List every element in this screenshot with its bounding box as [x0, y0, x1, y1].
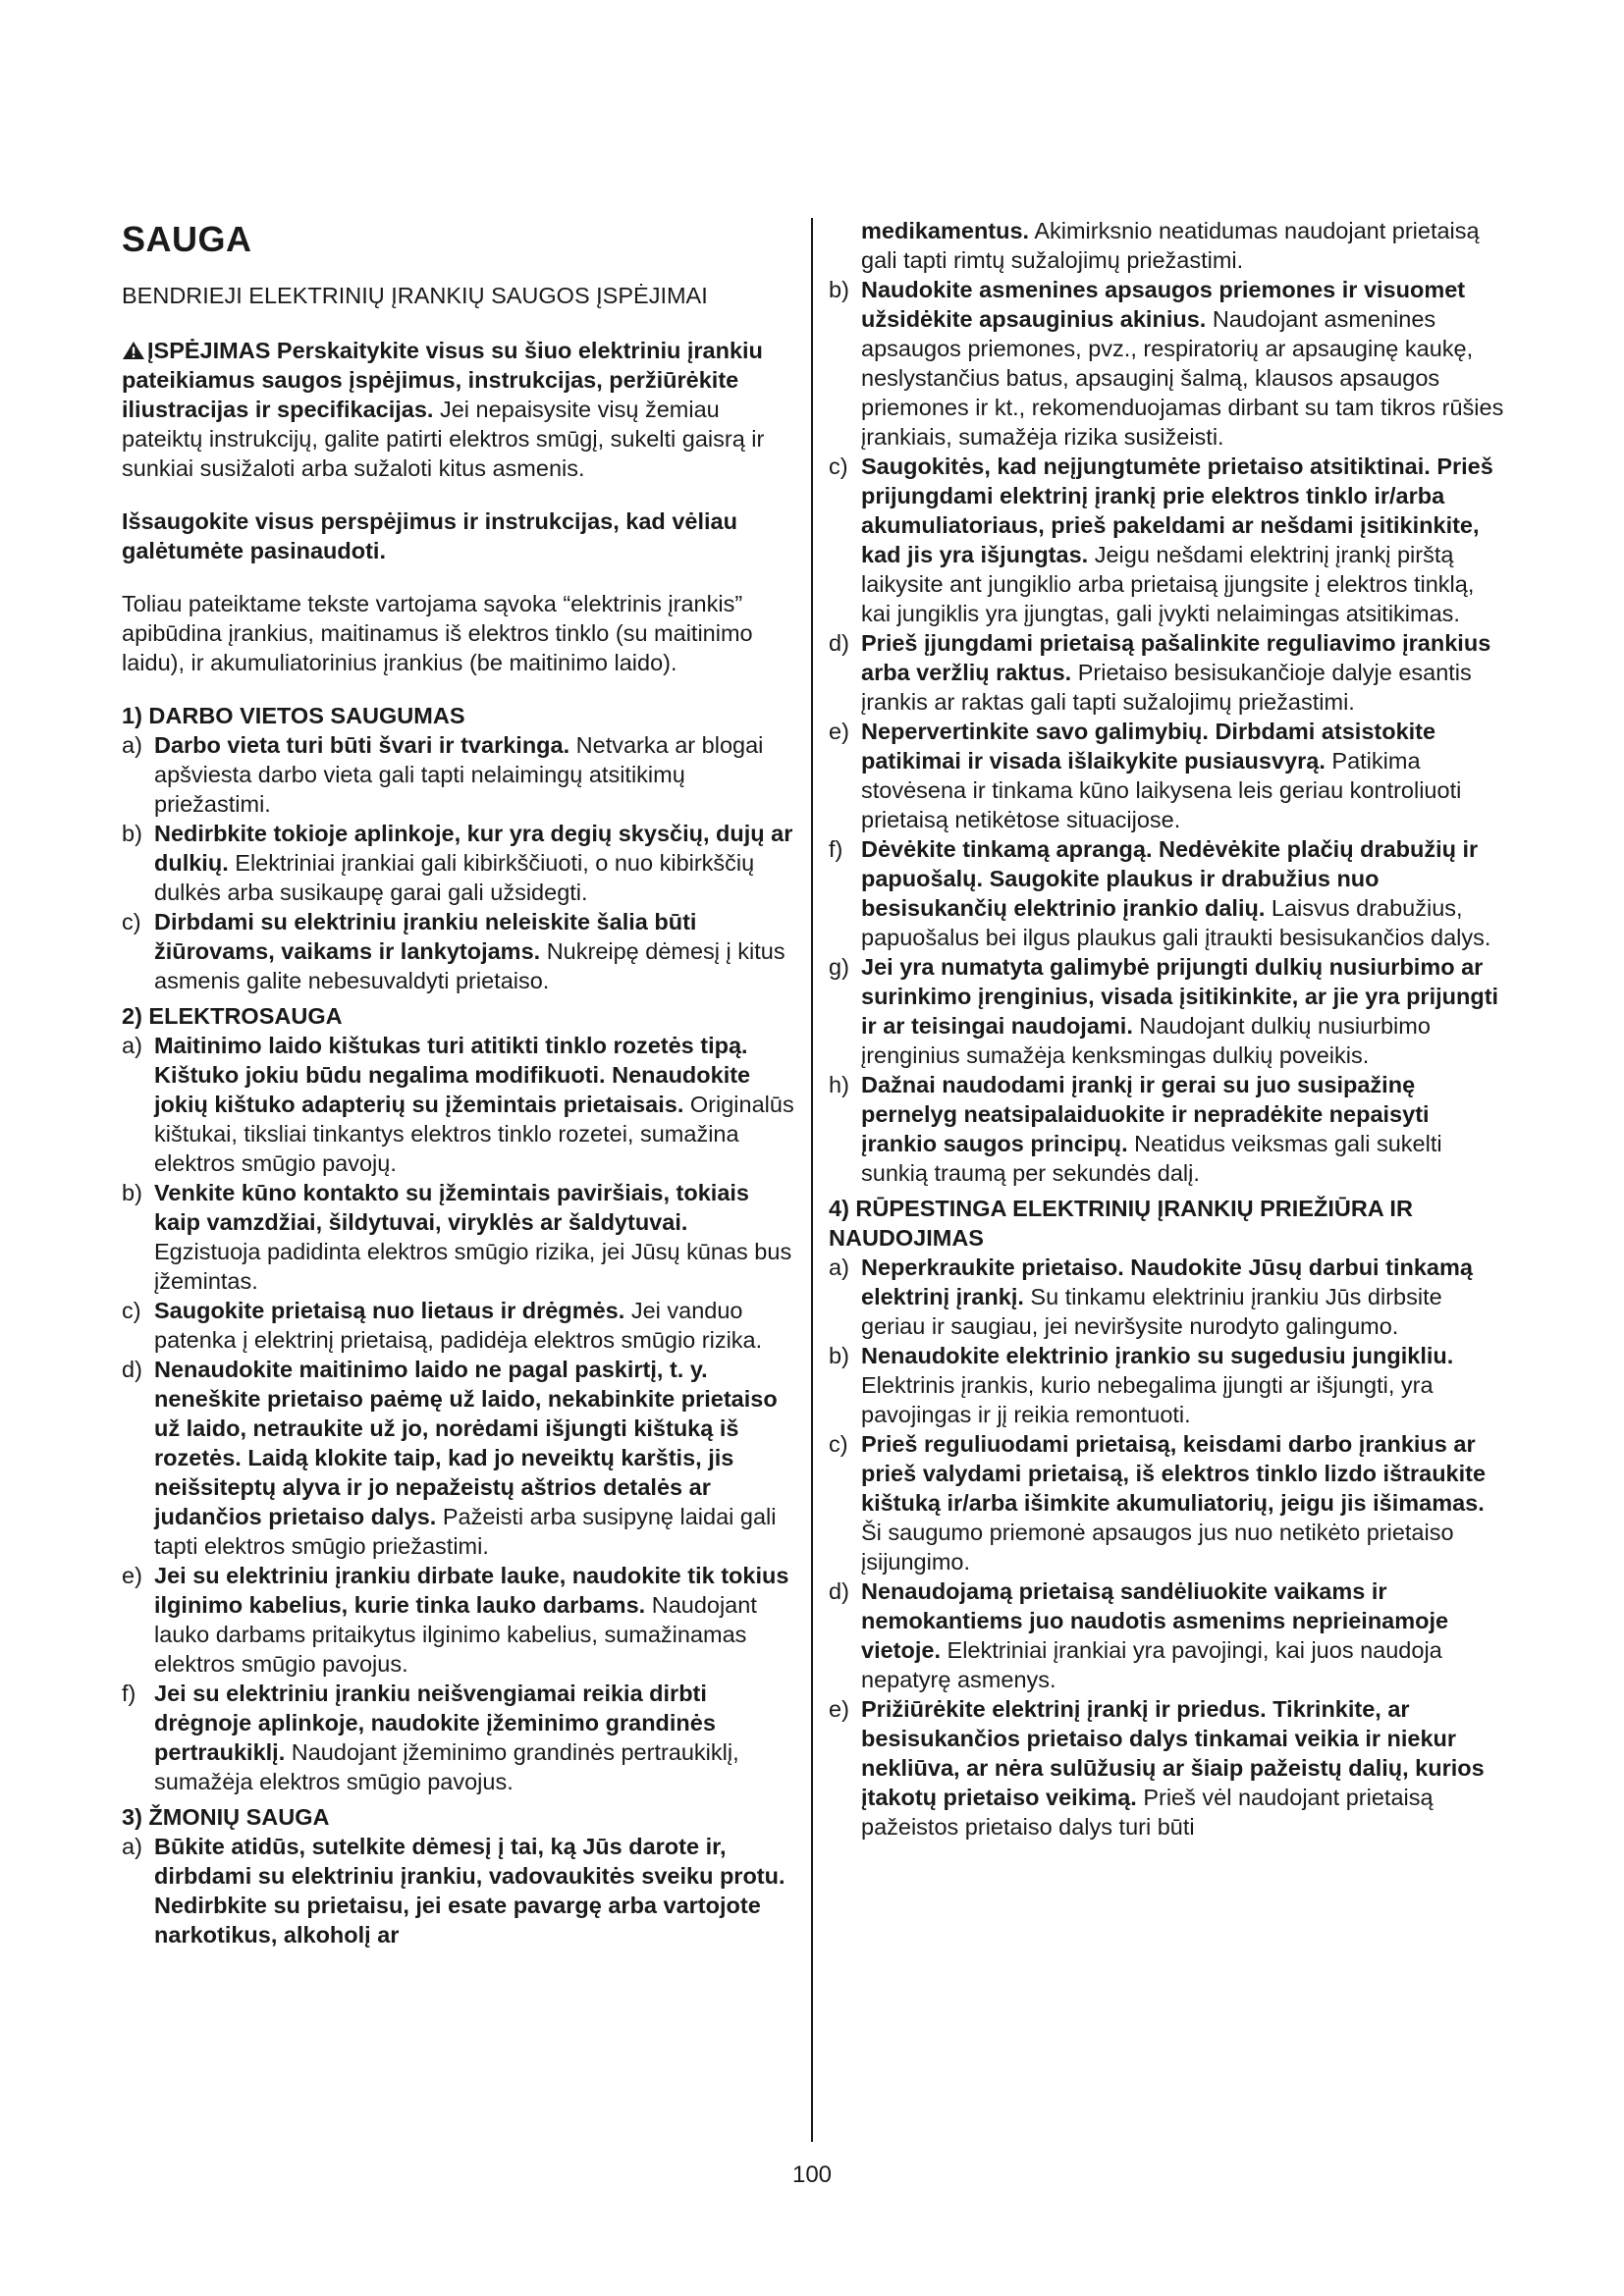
- item-letter: e): [829, 1696, 849, 1722]
- item-text: Prieš vėl naudojant prietaisą pažeistos prietaiso dalys turi būti: [861, 1785, 1434, 1840]
- item-letter: f): [122, 1681, 136, 1706]
- section-heading: 3) ŽMONIŲ SAUGA: [122, 1804, 330, 1830]
- list-item: [829, 1070, 1506, 1188]
- item-text: Neatidus veiksmas gali sukelti sunkią traumą per sekundės dalį.: [861, 1131, 1442, 1186]
- section-4-list: [829, 1253, 1506, 1842]
- list-item: [829, 628, 1506, 717]
- list-item: [829, 834, 1506, 952]
- item-bold-text: Nenaudojamą prietaisą sandėliuokite vaikams ir nemokantiems juo naudotis asmenims neprieinamoje vietoje.: [861, 1578, 1449, 1663]
- list-item: [829, 1253, 1506, 1341]
- list-item: [122, 1178, 799, 1296]
- section-heading-4: 4) RŪPESTINGA ELEKTRINIŲ ĮRANKIŲ PRIEŽIŪRA IR NAUDOJIMAS: [829, 1196, 1413, 1251]
- item-letter: a): [122, 1834, 142, 1859]
- item-bold-text: Jei yra numatyta galimybė prijungti dulkių nusiurbimo ar surinkimo įrenginius, visada įsitikinkite, ar jie yra prijungti ir ar teisingai naudojami.: [861, 954, 1499, 1039]
- item-bold-text: Nepervertinkite savo galimybių. Dirbdami atsistokite patikimai ir visada išlaikykite pusiausvyrą.: [861, 719, 1436, 774]
- item-text: Egzistuoja padidinta elektros smūgio rizika, jei Jūsų kūnas bus įžemintas.: [154, 1239, 792, 1294]
- keep-instructions-note: Išsaugokite visus perspėjimus ir instrukcijas, kad vėliau galėtumėte pasinaudoti.: [122, 508, 737, 563]
- item-letter: g): [829, 954, 849, 980]
- item-letter: b): [829, 1343, 849, 1368]
- list-item: [122, 1355, 799, 1561]
- item-bold-text: Jei su elektriniu įrankiu neišvengiamai reikia dirbti drėgnoje aplinkoje, naudokite įžeminimo grandinės pertraukiklį.: [154, 1681, 716, 1765]
- item-bold-text: Naudokite asmenines apsaugos priemones ir visuomet užsidėkite apsauginius akinius.: [861, 277, 1466, 332]
- item-bold-text: Dėvėkite tinkamą aprangą. Nedėvėkite plačių drabužių ir papuošalų. Saugokite plaukus ir drabužius nuo besisukančių elektrinio įrankio dalių.: [861, 836, 1479, 921]
- item-text: Elektriniai įrankiai gali kibirkščiuoti, o nuo kibirkščių dulkės arba susikaupę garai gali užsidegti.: [154, 850, 755, 905]
- item-letter: b): [829, 277, 849, 302]
- item-bold-text: Būkite atidūs, sutelkite dėmesį į tai, ką Jūs darote ir, dirbdami su elektriniu įrankiu, vadovaukitės sveiku protu. Nedirbkite su prietaisu, jei esate pavargę arba vartojote narkotikus, alkoholį ar: [154, 1834, 785, 1948]
- warning-bold-text: ĮSPĖJIMAS Perskaitykite visus su šiuo elektriniu įrankiu pateikiamus saugos įspėjimus, instrukcijas, peržiūrėkite iliustracijas ir specifikacijas.: [122, 338, 763, 422]
- list-item: [829, 1341, 1506, 1429]
- item-text: Naudojant įžeminimo grandinės pertraukiklį, sumažėja elektros smūgio pavojus.: [154, 1739, 739, 1794]
- list-item: [829, 452, 1506, 628]
- item-bold-text: Darbo vieta turi būti švari ir tvarkinga.: [154, 732, 570, 758]
- section-list: [122, 1031, 799, 1796]
- continuation-bold-text: medikamentus.: [861, 218, 1030, 243]
- item-text: Laisvus drabužius, papuošalus bei ilgus plaukus gali įtraukti besisukančios dalys.: [861, 895, 1491, 950]
- item-text: Su tinkamu elektriniu įrankiu Jūs dirbsite geriau ir saugiau, jei neviršysite nurodyto galingumo.: [861, 1284, 1442, 1339]
- list-item: [122, 1296, 799, 1355]
- list-item: [829, 952, 1506, 1070]
- section-heading: 1) DARBO VIETOS SAUGUMAS: [122, 703, 465, 728]
- list-item: [122, 1031, 799, 1178]
- item-bold-text: Nedirbkite tokioje aplinkoje, kur yra degių skysčių, dujų ar dulkių.: [154, 821, 793, 876]
- section-3-continued-list: [829, 275, 1506, 1188]
- list-item: [829, 275, 1506, 452]
- continuation-paragraph: [829, 216, 1506, 275]
- item-text: Naudojant lauko darbams pritaikytus ilginimo kabelius, sumažinamas elektros smūgio pavojus.: [154, 1592, 757, 1677]
- continuation-text: Akimirksnio neatidumas naudojant prietaisą gali tapti rimtų sužalojimų priežastimi.: [861, 218, 1480, 273]
- item-bold-text: Dažnai naudodami įrankį ir gerai su juo susipažinę pernelyg neatsipalaiduokite ir nepradėkite nepaisyti įrankio saugos principų.: [861, 1072, 1430, 1156]
- list-item: [829, 1429, 1506, 1576]
- item-bold-text: Venkite kūno kontakto su įžemintais paviršiais, tokiais kaip vamzdžiai, šildytuvai, viryklės ar šaldytuvai.: [154, 1180, 749, 1235]
- item-text: Nukreipę dėmesį į kitus asmenis galite nebesuvaldyti prietaiso.: [154, 938, 785, 993]
- item-text: Patikima stovėsena ir tinkama kūno laikysena leis geriau kontroliuoti prietaisą netikėtose situacijose.: [861, 748, 1462, 832]
- item-bold-text: Neperkraukite prietaiso. Naudokite Jūsų darbui tinkamą elektrinį įrankį.: [861, 1255, 1473, 1309]
- list-item: [829, 1576, 1506, 1694]
- item-bold-text: Saugokitės, kad neįjungtumėte prietaiso atsitiktinai. Prieš prijungdami elektrinį įrankį prie elektros tinklo ir/arba akumuliatoriaus, prieš pakeldami ar nešdami įsitikinkite, kad jis yra išjungtas.: [861, 454, 1493, 567]
- item-text: Prietaiso besisukančioje dalyje esantis įrankis ar raktas gali tapti sužalojimų priežastimi.: [861, 660, 1472, 715]
- list-item: [122, 730, 799, 819]
- warning-triangle-icon: [122, 341, 145, 360]
- item-bold-text: Maitinimo laido kištukas turi atitikti tinklo rozetės tipą. Kištuko jokiu būdu negalima modifikuoti. Nenaudokite jokių kištuko adapterių su įžemintais prietaisais.: [154, 1033, 751, 1117]
- list-item: [829, 1694, 1506, 1842]
- page-number: 100: [791, 2162, 833, 2188]
- list-item: [122, 907, 799, 995]
- item-text: Elektrinis įrankis, kurio nebegalima įjungti ar išjungti, yra pavojingas ir jį reikia remontuoti.: [861, 1372, 1434, 1427]
- item-bold-text: Prieš reguliuodami prietaisą, keisdami darbo įrankius ar prieš valydami prietaisą, iš elektros tinklo lizdo ištraukite kištuką ir/arba išimkite akumuliatorių, jeigu jis išimamas.: [861, 1431, 1487, 1516]
- item-letter: c): [829, 454, 848, 479]
- list-item: [829, 717, 1506, 834]
- item-letter: f): [829, 836, 843, 862]
- left-sections: [122, 701, 799, 1949]
- item-letter: d): [829, 630, 849, 656]
- item-text: Ši saugumo priemonė apsaugos jus nuo netikėto prietaiso įsijungimo.: [861, 1520, 1454, 1575]
- item-bold-text: Saugokite prietaisą nuo lietaus ir drėgmės.: [154, 1298, 625, 1323]
- item-text: Naudojant dulkių nusiurbimo įrenginius sumažėja kenksmingas dulkių poveikis.: [861, 1013, 1431, 1068]
- page-subtitle: BENDRIEJI ELEKTRINIŲ ĮRANKIŲ SAUGOS ĮSPĖJIMAI: [122, 283, 708, 308]
- item-text: Naudojant asmenines apsaugos priemones, pvz., respiratorių ar apsauginę kaukę, neslystančius batus, apsauginį šalmą, klausos apsaugos priemones ir kt., rekomenduojamas dirbant su tam tikros rūšies įrankiais, sumažėja rizika susižeisti.: [861, 306, 1504, 450]
- item-bold-text: Nenaudokite elektrinio įrankio su sugedusiu jungikliu.: [861, 1343, 1454, 1368]
- list-item: [122, 1832, 799, 1949]
- item-letter: c): [829, 1431, 848, 1457]
- item-letter: e): [829, 719, 849, 744]
- item-letter: d): [122, 1357, 142, 1382]
- list-item: [122, 819, 799, 907]
- item-text: Jei vanduo patenka į elektrinį prietaisą, padidėja elektros smūgio rizika.: [154, 1298, 763, 1353]
- list-item: [122, 1679, 799, 1796]
- warning-text: Jei nepaisysite visų žemiau pateiktų instrukcijų, galite patirti elektros smūgį, sukelti gaisrą ir sunkiai susižaloti arba sužaloti kitus asmenis.: [122, 397, 765, 481]
- section-list: [122, 730, 799, 995]
- item-letter: a): [122, 1033, 142, 1058]
- item-letter: e): [122, 1563, 142, 1588]
- item-text: Netvarka ar blogai apšviesta darbo vieta gali tapti nelaimingų atsitikimų priežastimi.: [154, 732, 764, 817]
- item-bold-text: Jei su elektriniu įrankiu dirbate lauke, naudokite tik tokius ilginimo kabelius, kurie tinka lauko darbams.: [154, 1563, 789, 1618]
- item-letter: h): [829, 1072, 849, 1097]
- item-bold-text: Dirbdami su elektriniu įrankiu neleiskite šalia būti žiūrovams, vaikams ir lankytojams.: [154, 909, 697, 964]
- item-letter: b): [122, 821, 142, 846]
- list-item: [122, 1561, 799, 1679]
- item-letter: d): [829, 1578, 849, 1604]
- item-bold-text: Prieš įjungdami prietaisą pašalinkite reguliavimo įrankius arba veržlių raktus.: [861, 630, 1491, 685]
- warning-paragraph: [122, 336, 799, 483]
- item-letter: c): [122, 1298, 141, 1323]
- item-text: Elektriniai įrankiai yra pavojingi, kai juos naudoja nepatyrę asmenys.: [861, 1637, 1442, 1692]
- column-divider: [811, 218, 813, 2142]
- item-bold-text: Prižiūrėkite elektrinį įrankį ir priedus. Tikrinkite, ar besisukančios prietaiso dalys tinkamai veikia ir niekur nekliūva, ar nėra sulūžusių ar šiaip pažeistų dalių, kurios įtakotų prietaiso veikimą.: [861, 1696, 1485, 1810]
- item-text: Jeigu nešdami elektrinį įrankį pirštą laikysite ant jungiklio arba prietaisą įjungsite į elektros tinklą, kai jungiklis yra įjungtas, gali įvykti nelaimingas atsitikimas.: [861, 542, 1475, 626]
- item-letter: a): [829, 1255, 849, 1280]
- item-letter: b): [122, 1180, 142, 1205]
- item-letter: c): [122, 909, 141, 934]
- item-bold-text: Nenaudokite maitinimo laido ne pagal paskirtį, t. y. neneškite prietaiso paėmę už laido, nekabinkite prietaiso už laido, netraukite už jo, norėdami išjungti kištuką iš rozetės. Laidą klokite taip, kad jo neveiktų karštis, jis neišsiteptų alyva ir jo nepažeistų aštrios detalės ar judančios prietaiso dalys.: [154, 1357, 778, 1529]
- left-column: [122, 220, 799, 1949]
- page-title: SAUGA: [122, 219, 252, 259]
- right-column: [829, 216, 1506, 1842]
- item-letter: a): [122, 732, 142, 758]
- section-heading: 2) ELEKTROSAUGA: [122, 1003, 343, 1029]
- section-list: [122, 1832, 799, 1949]
- definition-paragraph: Toliau pateiktame tekste vartojama sąvoka “elektrinis įrankis” apibūdina įrankius, maitinamus iš elektros tinklo (su maitinimo laidu), ir akumuliatorinius įrankius (be maitinimo laido).: [122, 591, 753, 675]
- item-text: Originalūs kištukai, tiksliai tinkantys elektros tinklo rozetei, sumažina elektros smūgio pavojų.: [154, 1092, 794, 1176]
- item-text: Pažeisti arba susipynę laidai gali tapti elektros smūgio priežastimi.: [154, 1504, 777, 1559]
